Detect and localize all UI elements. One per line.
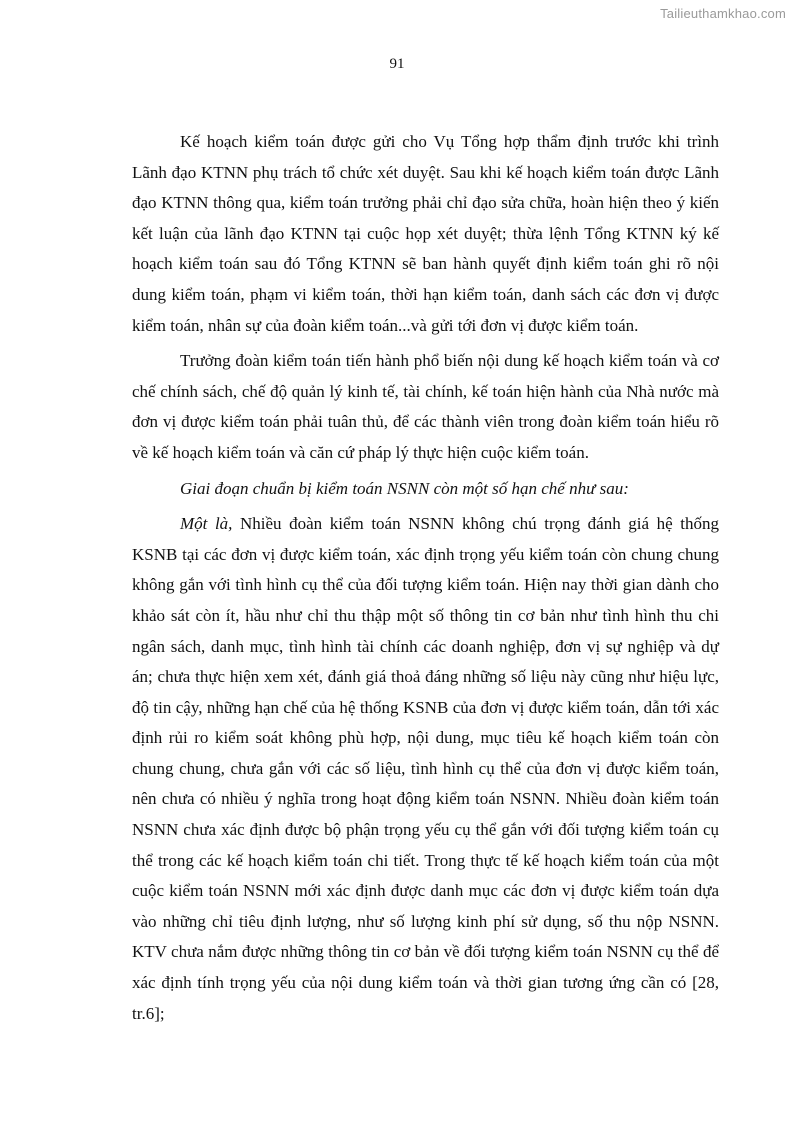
section-heading: Giai đoạn chuẩn bị kiểm toán NSNN còn một số hạn chế như sau:	[180, 478, 629, 498]
point-lead: Một là,	[180, 514, 233, 534]
paragraph: Kế hoạch kiểm toán được gửi cho Vụ Tổng hợp thẩm định trước khi trình Lãnh đạo KTNN phụ trách tổ chức xét duyệt. Sau khi kế hoạch kiểm toán được Lãnh đạo KTNN thông qua, kiểm toán trưởng phải chỉ đạo sửa chữa, hoàn hiện theo ý kiến kết luận của lãnh đạo KTNN tại cuộc họp xét duyệt; thừa lệnh Tổng KTNN ký kế hoạch kiểm toán sau đó Tổng KTNN sẽ ban hành quyết định kiểm toán ghi rõ nội dung kiểm toán, phạm vi kiểm toán, thời hạn kiểm toán, danh sách các đơn vị được kiểm toán, nhân sự của đoàn kiểm toán...và gửi tới đơn vị được kiểm toán.	[132, 132, 719, 335]
watermark: Tailieuthamkhao.com	[660, 6, 786, 21]
paragraph: Trưởng đoàn kiểm toán tiến hành phổ biến nội dung kế hoạch kiểm toán và cơ chế chính sách, chế độ quản lý kinh tế, tài chính, kế toán hiện hành của Nhà nước mà đơn vị được kiểm toán phải tuân thủ, để các thành viên trong đoàn kiểm toán hiểu rõ về kế hoạch kiểm toán và căn cứ pháp lý thực hiện cuộc kiểm toán.	[132, 351, 719, 462]
point-text: Nhiều đoàn kiểm toán NSNN không chú trọng đánh giá hệ thống KSNB tại các đơn vị được kiểm toán, xác định trọng yếu kiểm toán còn chung chung không gắn với tình hình cụ thể của đối tượng kiểm toán. Hiện nay thời gian dành cho khảo sát còn ít, hầu như chỉ thu thập một số thông tin cơ bản như tình hình thu chi ngân sách, danh mục, tình hình tài chính các doanh nghiệp, đơn vị sự nghiệp và dự án; chưa thực hiện xem xét, đánh giá thoả đáng những số liệu này cũng như hiệu lực, độ tin cậy, những hạn chế của hệ thống KSNB của đơn vị được kiểm toán, dẫn tới xác định rủi ro kiểm soát không phù hợp, nội dung, mục tiêu kế hoạch kiểm toán còn chung chung, chưa gắn với các số liệu, tình hình cụ thể của đơn vị được kiểm toán, nên chưa có nhiều ý nghĩa trong hoạt động kiểm toán NSNN. Nhiều đoàn kiểm toán NSNN chưa xác định được bộ phận trọng yếu cụ thể gắn với đối tượng kiểm toán cụ thể trong các kế hoạch kiểm toán chi tiết. Trong thực tế kế hoạch kiểm toán của một cuộc kiểm toán NSNN mới xác định được danh mục các đơn vị được kiểm toán dựa vào những chỉ tiêu định lượng, như số lượng kinh phí sử dụng, số thu nộp NSNN. KTV chưa nắm được những thông tin cơ bản về đối tượng kiểm toán NSNN cụ thể để xác định tính trọng yếu của nội dung kiểm toán và thời gian tương ứng cần có [28, tr.6];	[132, 514, 719, 1023]
page-number: 91	[389, 56, 405, 72]
paragraph-point-one	[132, 509, 719, 1029]
document-body	[132, 127, 719, 1034]
